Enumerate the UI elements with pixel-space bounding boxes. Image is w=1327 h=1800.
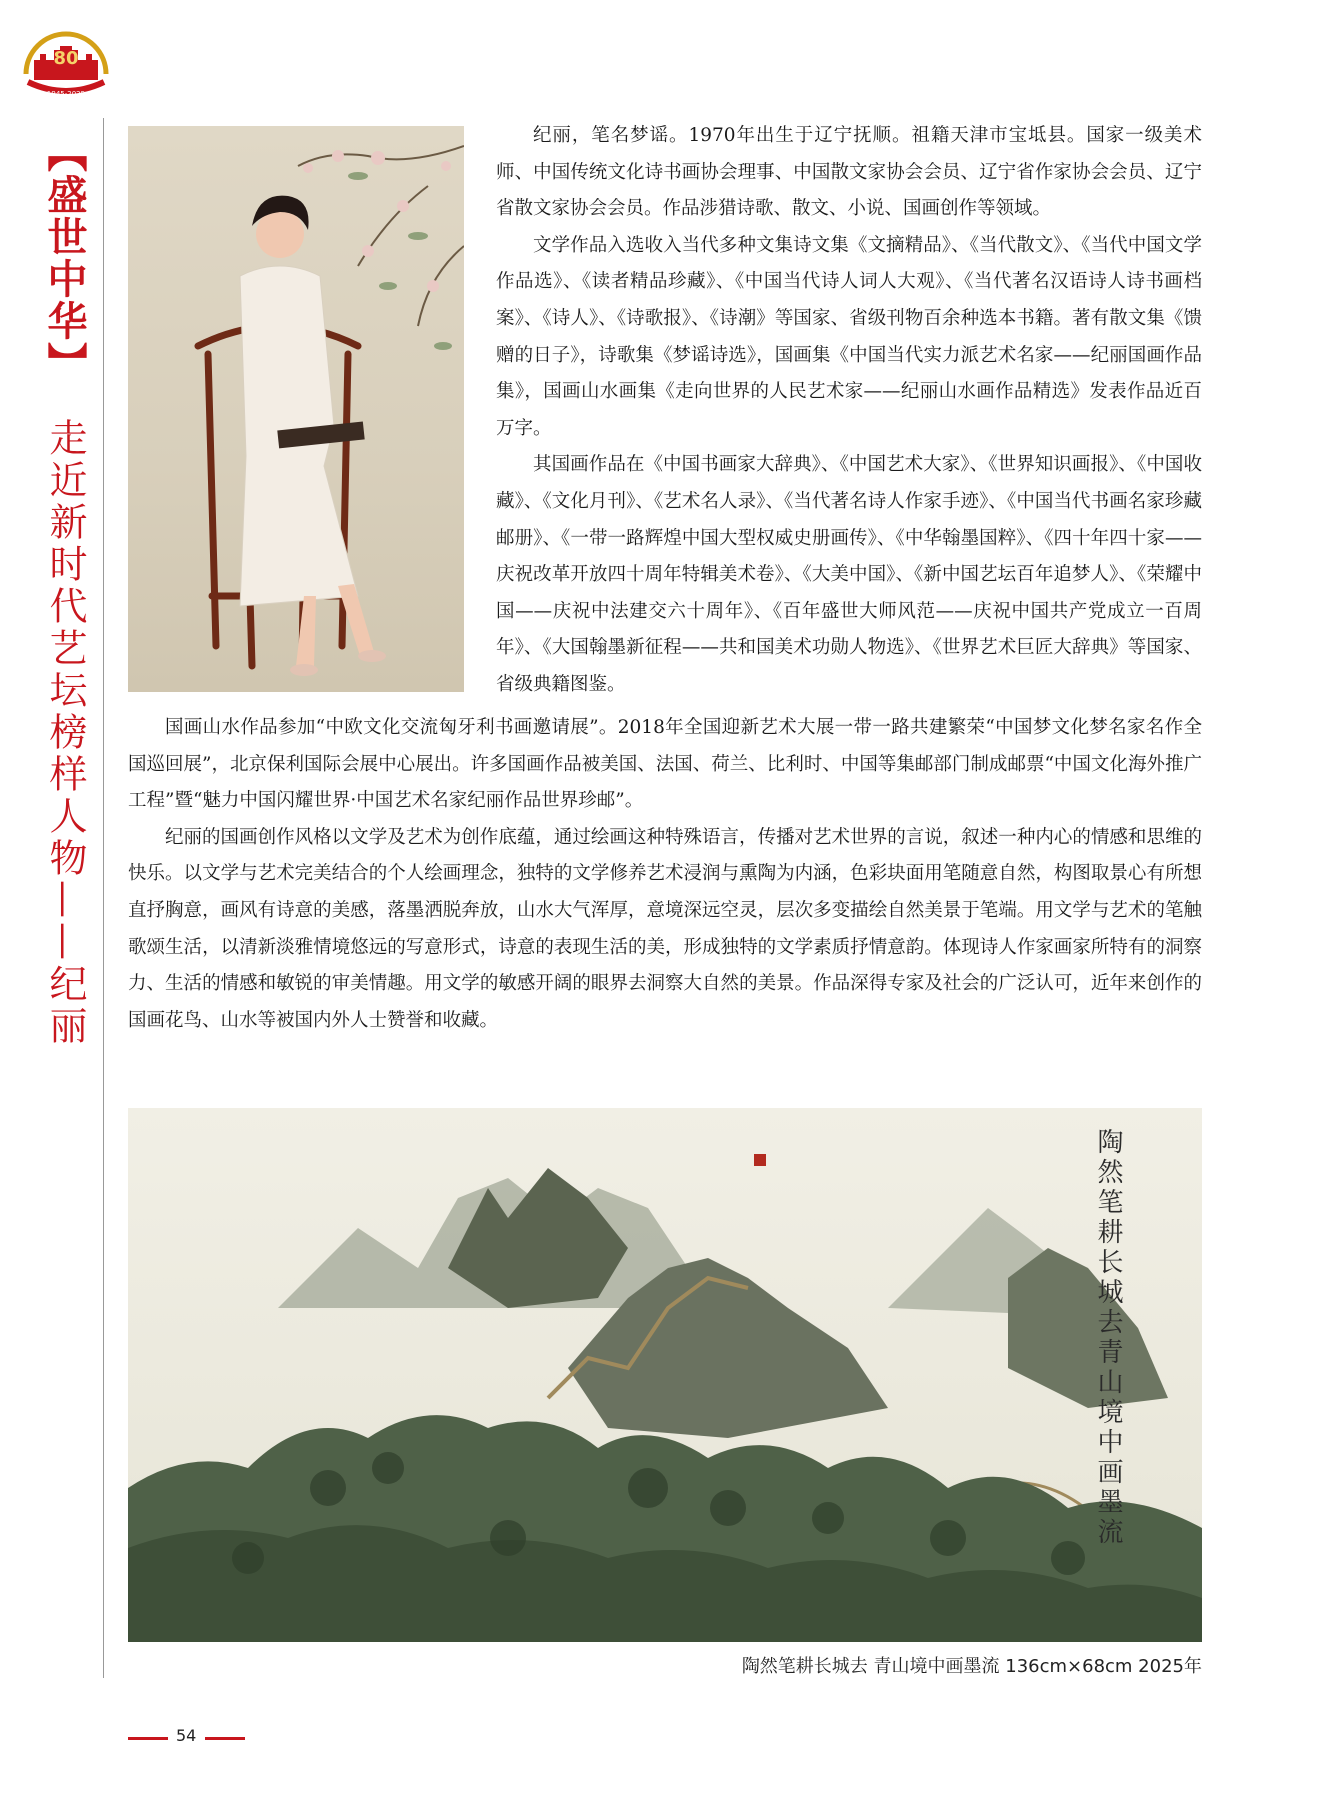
paragraph-exhibitions: 国画山水作品参加“中欧文化交流匈牙利书画邀请展”。2018年全国迎新艺术大展一带一路共建繁荣“中国梦文化梦名家名作全国巡回展”，北京保利国际会展中心展出。许多国画作品被美国、法国、荷兰、比利时、中国等集邮部门制成邮票“中国文化海外推广工程”暨“魅力中国闪耀世界·中国艺术名家纪丽作品世界珍邮”。 bbox=[128, 717, 1202, 812]
article-subtitle: 走近新时代艺坛榜样人物——纪丽 bbox=[43, 418, 87, 1048]
logo-years: 1945-2025 bbox=[46, 90, 86, 98]
anniversary-logo bbox=[20, 20, 112, 106]
logo-number: 80 bbox=[53, 48, 79, 69]
side-divider bbox=[103, 118, 104, 1678]
landscape-painting bbox=[128, 1108, 1202, 1642]
article-text-full bbox=[128, 710, 1202, 1039]
painting-inscription: 陶然笔耕长城去青山境中画墨流 bbox=[1093, 1128, 1123, 1548]
paragraph-literary-works: 文学作品入选收入当代多种文集诗文集《文摘精品》、《当代散文》、《当代中国文学作品选》、《读者精品珍藏》、《中国当代诗人词人大观》、《当代著名汉语诗人诗书画档案》、《诗人》、《诗歌报》、《诗潮》等国家、省级刊物百余种选本书籍。著有散文集《馈赠的日子》，诗歌集《梦谣诗选》，国画集《中国当代实力派艺术名家——纪丽国画作品集》，国画山水画集《走向世界的人民艺术家——纪丽山水画作品精选》发表作品近百万字。 bbox=[496, 234, 1202, 439]
paragraph-style: 纪丽的国画创作风格以文学及艺术为创作底蕴，通过绘画这种特殊语言，传播对艺术世界的言说，叙述一种内心的情感和思维的快乐。以文学与艺术完美结合的个人绘画理念，独特的文学修养艺术浸润与熏陶为内涵，色彩块面用笔随意自然，构图取景心有所想直抒胸意，画风有诗意的美感，落墨洒脱奔放，山水大气浑厚，意境深远空灵，层次多变描绘自然美景于笔端。用文学与艺术的笔触歌颂生活，以清新淡雅情境悠远的写意形式，诗意的表现生活的美，形成独特的文学素质抒情意韵。体现诗人作家画家所特有的洞察力、生活的情感和敏锐的审美情趣。用文学的敏感开阔的眼界去洞察大自然的美景。作品深得专家及社会的广泛认可，近年来创作的国画花鸟、山水等被国内外人士赞誉和收藏。 bbox=[128, 826, 1202, 1031]
page-number: 54 bbox=[176, 1726, 197, 1745]
section-title: 【盛世中华】 bbox=[41, 132, 87, 384]
page-number-rule-right bbox=[205, 1737, 245, 1740]
paragraph-intro: 纪丽，笔名梦谣。1970年出生于辽宁抚顺。祖籍天津市宝坻县。国家一级美术师、中国传统文化诗书画协会理事、中国散文家协会会员、辽宁省作家协会会员、辽宁省散文家协会会员。作品涉猎诗歌、散文、小说、国画创作等领域。 bbox=[496, 125, 1202, 220]
paragraph-painting-publications: 其国画作品在《中国书画家大辞典》、《中国艺术大家》、《世界知识画报》、《中国收藏》、《文化月刊》、《艺术名人录》、《当代著名诗人作家手迹》、《中国当代书画名家珍藏邮册》、《一带一路辉煌中国大型权威史册画传》、《中华翰墨国粹》、《四十年四十家——庆祝改革开放四十周年特辑美术卷》、《大美中国》、《新中国艺坛百年追梦人》、《荣耀中国——庆祝中法建交六十周年》、《百年盛世大师风范——庆祝中国共产党成立一百周年》、《大国翰墨新征程——共和国美术功勋人物选》、《世界艺术巨匠大辞典》等国家、省级典籍图鉴。 bbox=[496, 454, 1202, 695]
painting-caption: 陶然笔耕长城去 青山境中画墨流 136cm×68cm 2025年 bbox=[741, 1656, 1202, 1677]
article-text-top bbox=[496, 118, 1202, 704]
page-number-rule-left bbox=[128, 1737, 168, 1740]
portrait-photo bbox=[128, 126, 464, 692]
